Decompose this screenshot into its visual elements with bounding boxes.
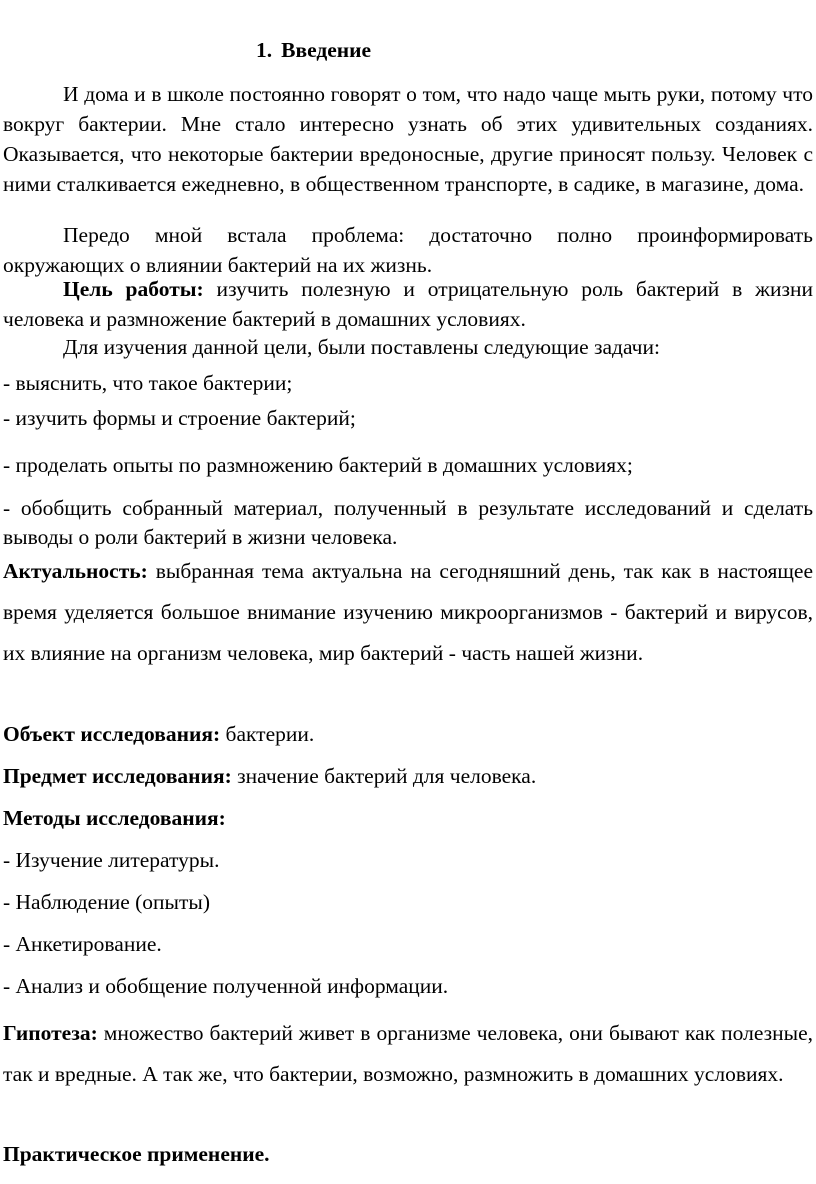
object-line — [3, 719, 813, 749]
relevance-text: выбранная тема актуальна на сегодняшний день, так как в настоящее время уделяется большое внимание изучению микроорганизмов - бактерий и вирусов, их влияние на организм человека, мир бактерий - часть нашей жизни. — [3, 559, 813, 665]
method-item: - Анализ и обобщение полученной информации. — [3, 974, 449, 998]
method-item: - Изучение литературы. — [3, 848, 220, 872]
intro-paragraph-1: И дома и в школе постоянно говорят о том, что надо чаще мыть руки, потому что вокруг бактерии. Мне стало интересно узнать об этих удивительных созданиях. Оказывается, что некоторые бактерии вредоносные, другие приносят пользу. Человек с ними сталкивается ежедневно, в общественном транспорте, в садике, в магазине, дома. — [3, 82, 813, 196]
goal-paragraph — [3, 274, 813, 334]
hypothesis-text: множество бактерий живет в организме человека, они бывают как полезные, так и вредные. А так же, что бактерии, возможно, размножить в домашних условиях. — [3, 1021, 813, 1086]
section-heading — [256, 37, 371, 63]
task-item: - выяснить, что такое бактерии; — [3, 371, 293, 395]
section-title: Введение — [281, 38, 372, 62]
object-label: Объект исследования: — [3, 722, 221, 746]
tasks-intro: Для изучения данной цели, были поставлены следующие задачи: — [63, 335, 660, 359]
object-text: бактерии. — [220, 722, 315, 746]
method-item: - Наблюдение (опыты) — [3, 890, 210, 914]
task-item: - изучить формы и строение бактерий; — [3, 406, 356, 430]
task-item: - проделать опыты по размножению бактерий в домашних условиях; — [3, 453, 633, 477]
relevance-paragraph — [3, 551, 813, 674]
subject-line — [3, 761, 813, 791]
goal-label: Цель работы: — [63, 277, 204, 301]
relevance-label: Актуальность: — [3, 559, 148, 583]
task-item: - обобщить собранный материал, полученный в результате исследований и сделать выводы о роли бактерий в жизни человека. — [3, 496, 813, 549]
hypothesis-label: Гипотеза: — [3, 1021, 98, 1045]
goal-text: изучить полезную и отрицательную роль бактерий в жизни человека и размножение бактерий в домашних условиях. — [3, 277, 813, 331]
hypothesis-paragraph — [3, 1013, 813, 1095]
practical-label: Практическое применение. — [3, 1142, 270, 1166]
subject-label: Предмет исследования: — [3, 764, 232, 788]
section-number: 1. — [256, 38, 273, 62]
method-item: - Анкетирование. — [3, 932, 162, 956]
methods-label: Методы исследования: — [3, 806, 226, 830]
subject-text: значение бактерий для человека. — [231, 764, 537, 788]
intro-paragraph-2: Передо мной встала проблема: достаточно полно проинформировать окружающих о влиянии бактерий на их жизнь. — [3, 223, 813, 277]
